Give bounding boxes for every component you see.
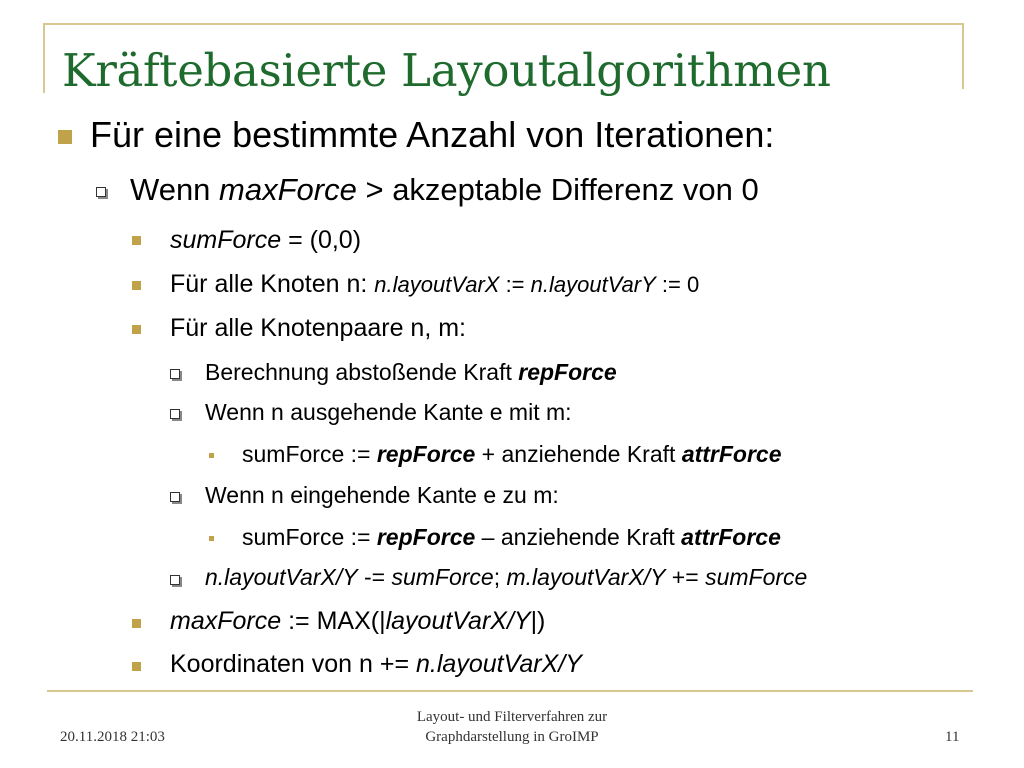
text: |) bbox=[530, 607, 546, 635]
slide-title: Kräftebasierte Layoutalgorithmen bbox=[62, 44, 831, 97]
text: Berechnung abstoßende Kraft bbox=[205, 359, 519, 385]
text-bold-italic: repForce bbox=[518, 359, 617, 385]
text-italic: n.layoutVarY bbox=[530, 272, 656, 297]
text-italic: n.layoutVarX/Y bbox=[416, 650, 582, 678]
text: -= bbox=[357, 564, 392, 590]
bullet-checkbox-icon bbox=[96, 187, 106, 197]
text: > akzeptable Differenz von 0 bbox=[356, 172, 759, 207]
bullet-small-square-icon bbox=[209, 536, 214, 541]
bullet-square-icon bbox=[132, 236, 141, 245]
text: := MAX(| bbox=[281, 607, 386, 635]
footer-rule bbox=[47, 690, 973, 692]
text-italic: maxForce bbox=[170, 607, 282, 635]
bullet-level4: Wenn n ausgehende Kante e mit m: bbox=[205, 399, 572, 425]
footer-title-line2: Graphdarstellung in GroIMP bbox=[425, 729, 599, 745]
text: + anziehende Kraft bbox=[475, 441, 682, 467]
text: sumForce := bbox=[242, 524, 377, 550]
bullet-level5 bbox=[242, 524, 781, 551]
bullet-square-icon bbox=[132, 662, 141, 671]
text: = (0,0) bbox=[281, 226, 362, 254]
text-italic: n.layoutVarX/Y bbox=[205, 564, 358, 590]
text-italic: sumForce bbox=[170, 226, 282, 254]
frame-right-rule bbox=[962, 23, 964, 89]
bullet-level2 bbox=[130, 172, 759, 208]
bullet-level4 bbox=[205, 564, 807, 591]
bullet-level3 bbox=[170, 270, 699, 299]
text: – anziehende Kraft bbox=[475, 524, 682, 550]
bullet-checkbox-icon bbox=[170, 492, 180, 502]
bullet-level3 bbox=[170, 650, 582, 679]
bullet-level4 bbox=[205, 359, 617, 386]
frame-left-rule bbox=[43, 23, 45, 93]
text: sumForce := bbox=[242, 441, 377, 467]
text-italic: layoutVarX/Y bbox=[385, 607, 531, 635]
bullet-square-icon bbox=[132, 281, 141, 290]
text: += bbox=[665, 564, 706, 590]
bullet-level3 bbox=[170, 226, 361, 255]
text-bold-italic: repForce bbox=[376, 441, 476, 467]
text-italic: sumForce bbox=[705, 564, 808, 590]
bullet-checkbox-icon bbox=[170, 369, 180, 379]
text-bold-italic: attrForce bbox=[681, 441, 782, 467]
footer-title-line1: Layout- und Filterverfahren zur bbox=[416, 709, 608, 725]
text-italic: n.layoutVarX bbox=[374, 272, 500, 297]
text: Für alle Knoten n: bbox=[170, 270, 375, 298]
bullet-level3 bbox=[170, 607, 545, 636]
bullet-level1: Für eine bestimmte Anzahl von Iterationen: bbox=[90, 114, 775, 155]
bullet-level3: Für alle Knotenpaare n, m: bbox=[170, 314, 466, 342]
text-italic: sumForce bbox=[391, 564, 494, 590]
frame-top-rule bbox=[43, 23, 963, 25]
text: Koordinaten von n += bbox=[170, 650, 417, 678]
text-bold-italic: repForce bbox=[376, 524, 476, 550]
text-italic: maxForce bbox=[219, 172, 357, 207]
text: Wenn bbox=[130, 172, 220, 207]
bullet-square-icon bbox=[132, 325, 141, 334]
footer-page-number: 11 bbox=[945, 729, 960, 745]
text-italic: m.layoutVarX/Y bbox=[506, 564, 666, 590]
footer-title bbox=[362, 707, 662, 747]
bullet-checkbox-icon bbox=[170, 409, 180, 419]
bullet-level4: Wenn n eingehende Kante e zu m: bbox=[205, 482, 559, 508]
text-bold-italic: attrForce bbox=[681, 524, 781, 550]
bullet-small-square-icon bbox=[209, 453, 214, 458]
text: ; bbox=[493, 564, 507, 590]
text: := bbox=[499, 272, 531, 297]
bullet-square-icon bbox=[132, 619, 141, 628]
bullet-checkbox-icon bbox=[170, 575, 180, 585]
text: := 0 bbox=[655, 272, 700, 297]
bullet-level5 bbox=[242, 441, 782, 468]
footer-date: 20.11.2018 21:03 bbox=[60, 729, 165, 745]
bullet-square-icon bbox=[58, 130, 72, 144]
